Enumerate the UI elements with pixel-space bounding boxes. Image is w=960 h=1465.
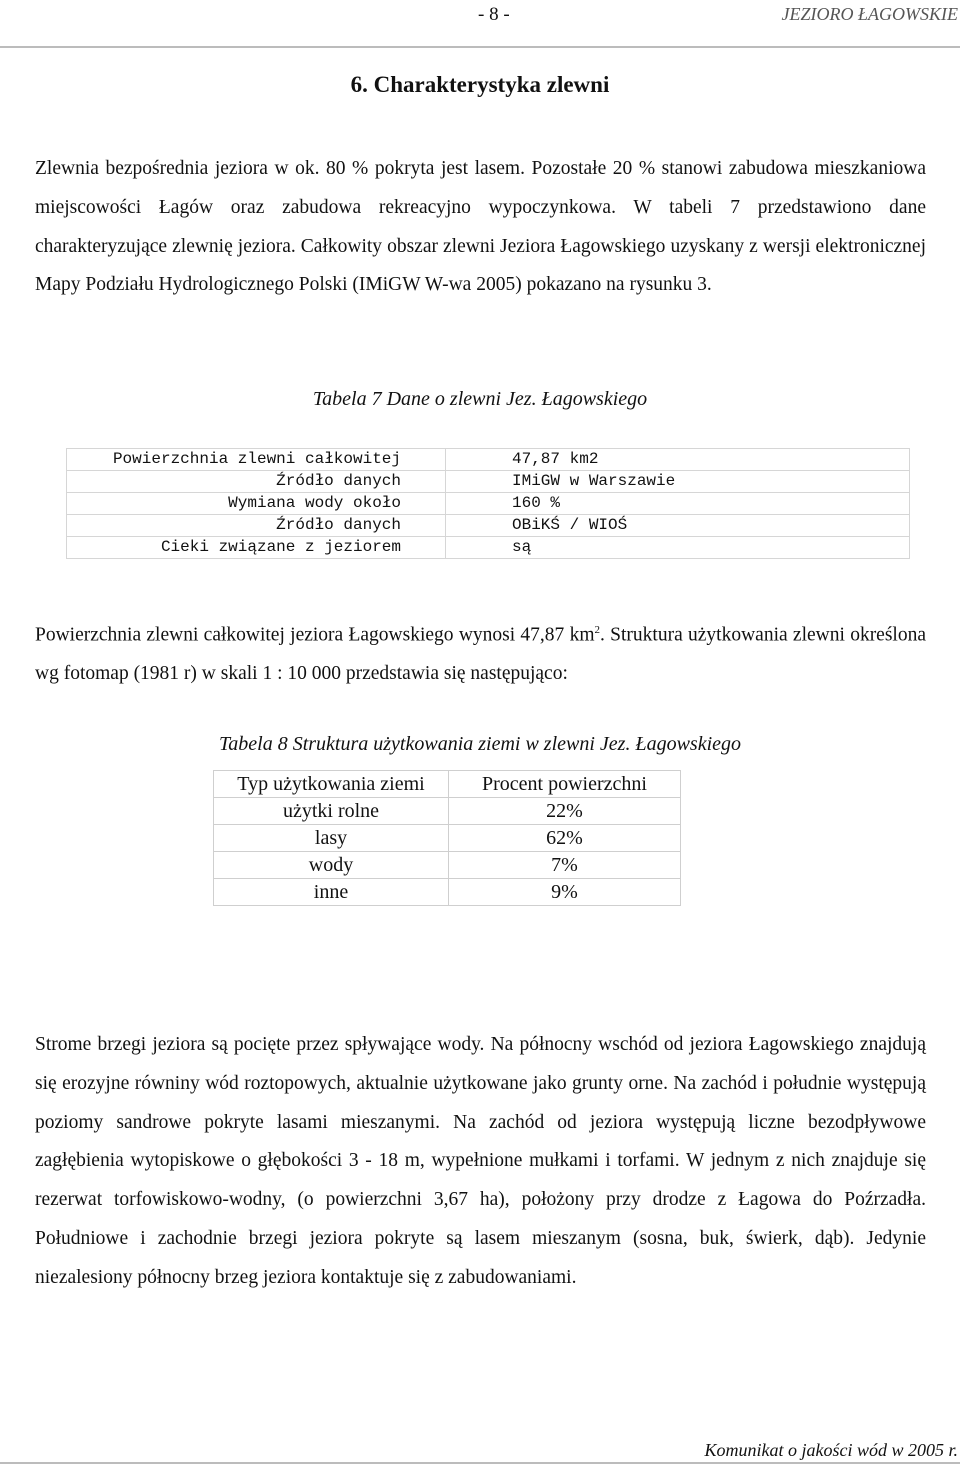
intro-paragraph: Zlewnia bezpośrednia jeziora w ok. 80 % pokryta jest lasem. Pozostałe 20 % stanowi zabudowa mieszkaniowa miejscowości Łagów oraz zabudowa rekreacyjno wypoczynkowa. W tabeli 7 przedstawiono dane charakteryzujące zlewnię jeziora. Całkowity obszar zlewni Jeziora Łagowskiego uzyskany z wersji elektronicznej Mapy Podziału Hydrologicznego Polski (IMiGW W-wa 2005) pokazano na rysunku 3. — [35, 158, 926, 296]
table-cell-label: Źródło danych — [67, 515, 446, 537]
table-row — [67, 471, 910, 493]
column-header-land-use: Typ użytkowania ziemi — [214, 771, 449, 798]
table-cell-land-use: wody — [214, 852, 449, 879]
table-cell-percent: 22% — [449, 798, 681, 825]
table-cell-value: 47,87 km2 — [446, 449, 910, 471]
page-number: - 8 - — [478, 4, 510, 25]
table-cell-value: OBiKŚ / WIOŚ — [446, 515, 910, 537]
page-header — [0, 0, 960, 48]
table-row — [67, 449, 910, 471]
table-header-row — [214, 771, 681, 798]
table-row — [67, 515, 910, 537]
section-title: 6. Charakterystyka zlewni — [350, 72, 610, 97]
page-footer: Komunikat o jakości wód w 2005 r. — [704, 1440, 958, 1460]
land-use-table — [213, 770, 681, 906]
shore-paragraph: Strome brzegi jeziora są pocięte przez spływające wody. Na północny wschód od jeziora Łagowskiego znajdują się erozyjne równiny wód roztopowych, aktualnie użytkowane jako grunty orne. Na zachód i południe występują poziomy sandrowe pokryte lasami mieszanymi. Na zachód od jeziora występują liczne bezodpływowe zagłębienia wytopiskowe o głębokości 3 - 18 m, wypełnione mułkami i torfami. W jednym z nich znajduje się rezerwat torfowiskowo-wodny, (o powierzchni 3,67 ha), położony przy drodze z Łagowa do Poźrzadła. Południowe i zachodnie brzegi jeziora pokryte są lasem mieszanym (sosna, buk, świerk, dąb). Jedynie niezalesiony północny brzeg jeziora kontaktuje się z zabudowaniami. — [35, 1034, 926, 1288]
table7-caption: Tabela 7 Dane o zlewni Jez. Łagowskiego — [312, 388, 648, 410]
table-row — [214, 825, 681, 852]
table-cell-label: Wymiana wody około — [67, 493, 446, 515]
area-unit-superscript: 2 — [594, 624, 601, 636]
table-row — [214, 852, 681, 879]
table-row — [214, 798, 681, 825]
column-header-percent: Procent powierzchni — [449, 771, 681, 798]
table-row — [67, 493, 910, 515]
table-cell-land-use: inne — [214, 879, 449, 906]
table8-caption: Tabela 8 Struktura użytkowania ziemi w zlewni Jez. Łagowskiego — [218, 733, 742, 755]
table-cell-percent: 9% — [449, 879, 681, 906]
area-paragraph — [35, 611, 926, 694]
area-text-before: Powierzchnia zlewni całkowitej jeziora Łagowskiego wynosi 47,87 km — [35, 624, 595, 646]
table-cell-label: Cieki związane z jeziorem — [67, 537, 446, 559]
footer-divider — [0, 1462, 960, 1464]
catchment-data-table — [66, 448, 910, 559]
table-cell-percent: 62% — [449, 825, 681, 852]
table-cell-percent: 7% — [449, 852, 681, 879]
table-row — [214, 879, 681, 906]
table-cell-value: są — [446, 537, 910, 559]
area-text-after: . Struktura użytkowania zlewni określona wg fotomap (1981 r) w skali 1 : 10 000 przedstawia się następująco: — [35, 624, 926, 685]
table-cell-label: Powierzchnia zlewni całkowitej — [67, 449, 446, 471]
running-title: JEZIORO ŁAGOWSKIE — [781, 4, 958, 24]
table-cell-value: IMiGW w Warszawie — [446, 471, 910, 493]
table-row — [67, 537, 910, 559]
table-cell-land-use: lasy — [214, 825, 449, 852]
table-cell-value: 160 % — [446, 493, 910, 515]
table-cell-label: Źródło danych — [67, 471, 446, 493]
table-cell-land-use: użytki rolne — [214, 798, 449, 825]
